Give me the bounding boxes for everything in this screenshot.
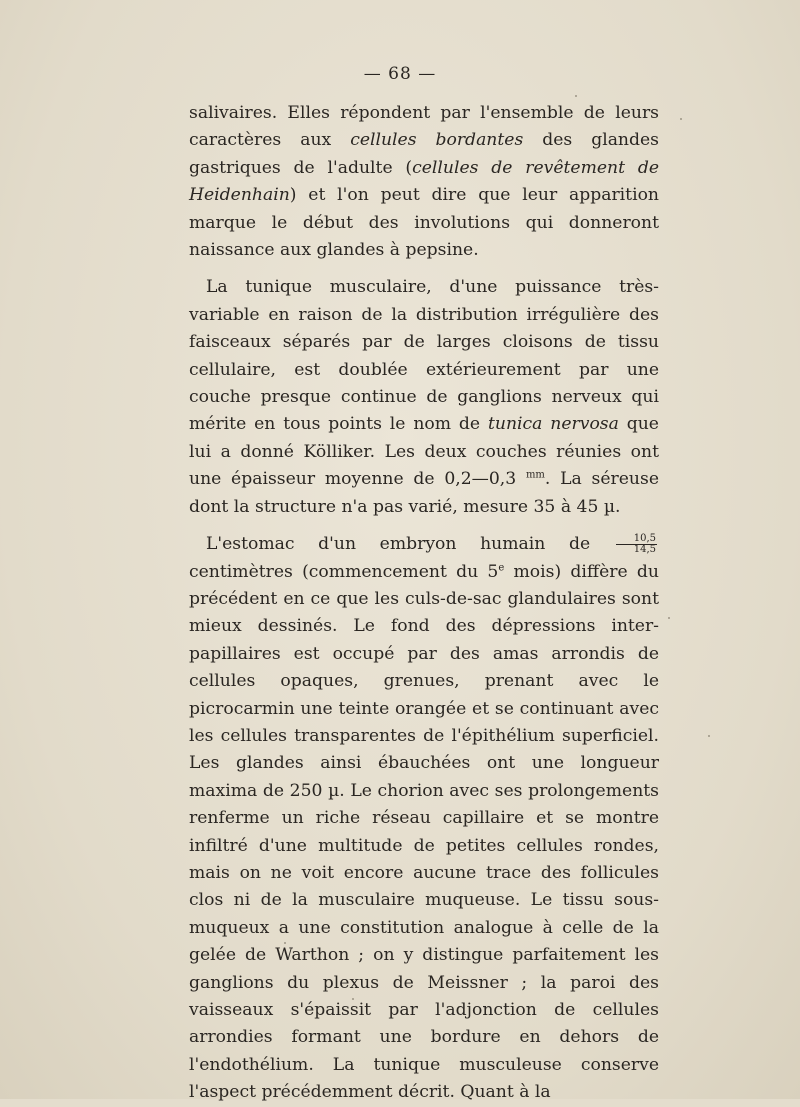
superscript: e: [498, 561, 505, 573]
fraction: $\frac{10,5}{14,5}$: [616, 534, 657, 555]
paragraph-3: L'estomac d'un embryon humain de $\frac{10,5}{14,5}$ centimètres (commencement du 5e mois) diffère du précédent en ce que les culs-de-sac glandulaires sont mieux dessinés. Le fond des dépressions inter-papillaires est occupé par des amas arrondis de cellules opaques, grenues, prenant avec le picrocarmin une teinte orangée et se continuant avec les cellules transparentes de l'épithélium superficiel. Les glandes ainsi ébauchées ont une longueur maxima de 250 µ. Le chorion avec ses prolongements renferme un riche réseau capillaire et se montre infiltré d'une multitude de petites cellules rondes, mais on ne voit encore aucune trace des follicules clos ni de la musculaire muqueuse. Le tissu sous-muqueux a une constitution analogue à celle de la gelée de Warthon ; on y distingue parfaitement les ganglions du plexus de Meissner ; la paroi des vaisseaux s'épaissit par l'adjonction de cellules arrondies formant une bordure en dehors de l'endothélium. La tunique musculeuse conserve l'aspect précédemment décrit. Quant à la: [189, 533, 659, 1103]
italic-term: cellules de revêtement de Heidenhain: [189, 157, 659, 206]
paper-speck: [352, 998, 354, 1000]
body-text: [189, 100, 659, 1107]
paper-speck: [284, 942, 286, 944]
paragraph-1: salivaires. Elles répondent par l'ensemble de leurs caractères aux cellules bordantes des glandes gastriques de l'adulte (cellules de revêtement de Heidenhain) et l'on peut dire que leur apparition marque le début des involutions qui donneront naissance aux glandes à pepsine.: [189, 103, 659, 261]
italic-term: tunica nervosa: [487, 414, 619, 435]
paper-speck: [708, 735, 710, 737]
paper-speck: [668, 617, 670, 619]
paper-speck: [680, 118, 682, 120]
paragraph-2: La tunique musculaire, d'une puissance très-variable en raison de la distribution irrégulière des faisceaux séparés par de larges cloisons de tissu cellulaire, est doublée extérieurement par une couche presque continue de ganglions nerveux qui mérite en tous points le nom de tunica nervosa que lui a donné Kölliker. Les deux couches réunies ont une épaisseur moyenne de 0,2—0,3 $^{mm}$. La séreuse dont la structure n'a pas varié, mesure 35 à 45 µ.: [189, 277, 659, 517]
page-number: — 68 —: [363, 64, 437, 84]
paper-speck: [575, 95, 577, 97]
superscript: mm: [525, 469, 545, 481]
italic-term: cellules bordantes: [350, 130, 524, 151]
